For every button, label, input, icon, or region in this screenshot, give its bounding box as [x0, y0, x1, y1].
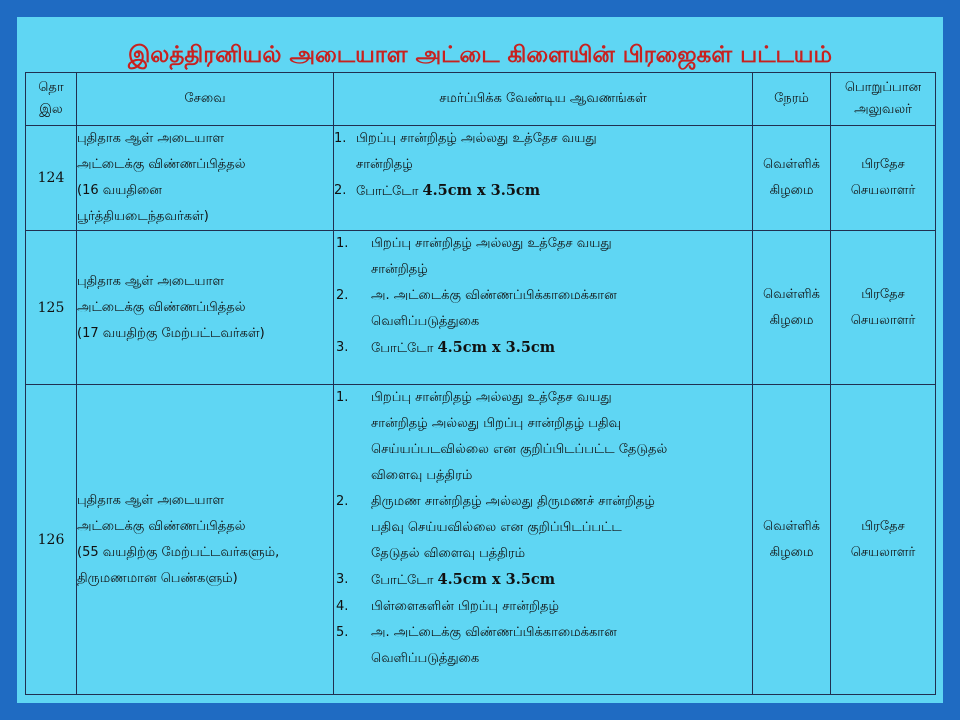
service-line: அட்டைக்கு விண்ணப்பித்தல் — [77, 518, 246, 534]
document-line: சான்றிதழ் — [356, 157, 413, 172]
row-number: 126 — [26, 385, 77, 695]
document-item — [334, 489, 752, 567]
document-line: செய்யப்படவில்லை என குறிப்பிடப்பட்ட தேடுதல் — [371, 442, 668, 457]
header-service: சேவை — [77, 73, 334, 126]
document-line: திருமண சான்றிதழ் அல்லது திருமணச் சான்றிதழ் — [371, 494, 655, 509]
header-number — [26, 73, 77, 126]
item-number: 2. — [336, 494, 349, 509]
item-number: 1. — [336, 390, 349, 405]
header-documents: சமர்ப்பிக்க வேண்டிய ஆவணங்கள் — [334, 73, 753, 126]
document-line: சான்றிதழ் — [371, 262, 428, 277]
time-cell — [753, 385, 831, 695]
time-line: வெள்ளிக் — [763, 286, 820, 302]
document-line: வெளிப்படுத்துகை — [371, 651, 480, 666]
photo-size-text: 4.5cm x 3.5cm — [422, 182, 541, 199]
row-number: 125 — [26, 231, 77, 385]
slide — [17, 17, 943, 703]
service-line: புதிதாக ஆள் அடையாள — [77, 131, 225, 146]
document-line: பிறப்பு சான்றிதழ் அல்லது உத்தேச வயது — [356, 131, 597, 146]
service-cell — [77, 385, 334, 695]
officer-line: பிரதேச — [861, 286, 905, 302]
document-item — [334, 620, 752, 672]
table-header-row — [26, 73, 936, 126]
document-item — [334, 385, 752, 489]
document-item — [334, 594, 752, 620]
service-cell — [77, 231, 334, 385]
header-officer-line: அலுவலர் — [854, 102, 912, 117]
documents-cell — [334, 126, 753, 231]
item-number: 1. — [336, 236, 349, 251]
document-item — [334, 126, 752, 178]
documents-list — [334, 385, 752, 672]
document-line: தேடுதல் விளைவு பத்திரம் — [371, 546, 526, 561]
table-row — [26, 126, 936, 231]
photo-size-text: 4.5cm x 3.5cm — [437, 339, 556, 356]
header-officer — [831, 73, 936, 126]
document-item — [334, 335, 752, 362]
service-line: புதிதாக ஆள் அடையாள — [77, 492, 225, 508]
item-number: 3. — [336, 572, 349, 587]
item-number: 3. — [336, 340, 349, 355]
document-line: சான்றிதழ் அல்லது பிறப்பு சான்றிதழ் பதிவு — [371, 416, 622, 431]
service-line: (17 வயதிற்கு மேற்பட்டவர்கள்) — [77, 325, 265, 341]
item-number: 1. — [334, 131, 347, 146]
officer-line: செயலாளர் — [850, 312, 916, 328]
header-officer-line: பொறுப்பான — [844, 80, 922, 95]
document-line: போட்டோ 4.5cm x 3.5cm — [356, 182, 541, 199]
documents-list — [334, 126, 752, 205]
document-line: வெளிப்படுத்துகை — [371, 314, 480, 329]
officer-line: பிரதேச — [861, 157, 905, 172]
service-line: அட்டைக்கு விண்ணப்பித்தல் — [77, 157, 246, 172]
service-cell — [77, 126, 334, 231]
table-row — [26, 385, 936, 695]
item-number: 2. — [336, 288, 349, 303]
service-line: அட்டைக்கு விண்ணப்பித்தல் — [77, 299, 246, 315]
officer-cell — [831, 231, 936, 385]
documents-list — [334, 231, 752, 362]
document-line: போட்டோ 4.5cm x 3.5cm — [371, 571, 556, 588]
document-line: அ. அட்டைக்கு விண்ணப்பிக்காமைக்கான — [371, 288, 617, 303]
time-cell — [753, 231, 831, 385]
document-line: போட்டோ 4.5cm x 3.5cm — [371, 339, 556, 356]
officer-line: பிரதேச — [861, 518, 905, 534]
document-line: பிள்ளைகளின் பிறப்பு சான்றிதழ் — [371, 599, 559, 614]
document-line: பிறப்பு சான்றிதழ் அல்லது உத்தேச வயது — [371, 236, 612, 251]
service-line: பூர்த்தியடைந்தவர்கள்) — [77, 209, 209, 224]
document-item — [334, 567, 752, 594]
service-line: (55 வயதிற்கு மேற்பட்டவர்களும், — [77, 544, 280, 560]
header-time: நேரம் — [753, 73, 831, 126]
document-line: அ. அட்டைக்கு விண்ணப்பிக்காமைக்கான — [371, 625, 617, 640]
service-line: திருமணமான பெண்களும்) — [77, 570, 238, 586]
time-line: வெள்ளிக் — [763, 518, 820, 534]
row-number: 124 — [26, 126, 77, 231]
officer-line: செயலாளர் — [850, 183, 916, 198]
photo-size-text: 4.5cm x 3.5cm — [437, 571, 556, 588]
document-item — [334, 178, 752, 205]
time-line: கிழமை — [769, 544, 814, 560]
document-line: பதிவு செய்யவில்லை என குறிப்பிடப்பட்ட — [371, 520, 622, 535]
table-row — [26, 231, 936, 385]
officer-line: செயலாளர் — [850, 544, 916, 560]
service-line: (16 வயதினை — [77, 183, 162, 198]
citizen-charter-table — [25, 72, 936, 695]
documents-cell — [334, 231, 753, 385]
header-number-line: தொ — [38, 80, 64, 95]
document-item — [334, 231, 752, 283]
time-line: கிழமை — [769, 183, 814, 198]
officer-cell — [831, 385, 936, 695]
header-number-line: இல — [39, 102, 63, 117]
item-number: 4. — [336, 599, 349, 614]
time-line: கிழமை — [769, 312, 814, 328]
service-line: புதிதாக ஆள் அடையாள — [77, 273, 225, 289]
item-number: 2. — [334, 183, 347, 198]
document-line: பிறப்பு சான்றிதழ் அல்லது உத்தேச வயது — [371, 390, 612, 405]
time-line: வெள்ளிக் — [763, 157, 820, 172]
item-number: 5. — [336, 625, 349, 640]
officer-cell — [831, 126, 936, 231]
documents-cell — [334, 385, 753, 695]
document-item — [334, 283, 752, 335]
page-title: இலத்திரனியல் அடையாள அட்டை கிளையின் பிரஜைகள் பட்டயம் — [127, 42, 833, 68]
time-cell — [753, 126, 831, 231]
document-line: விளைவு பத்திரம் — [371, 468, 473, 483]
